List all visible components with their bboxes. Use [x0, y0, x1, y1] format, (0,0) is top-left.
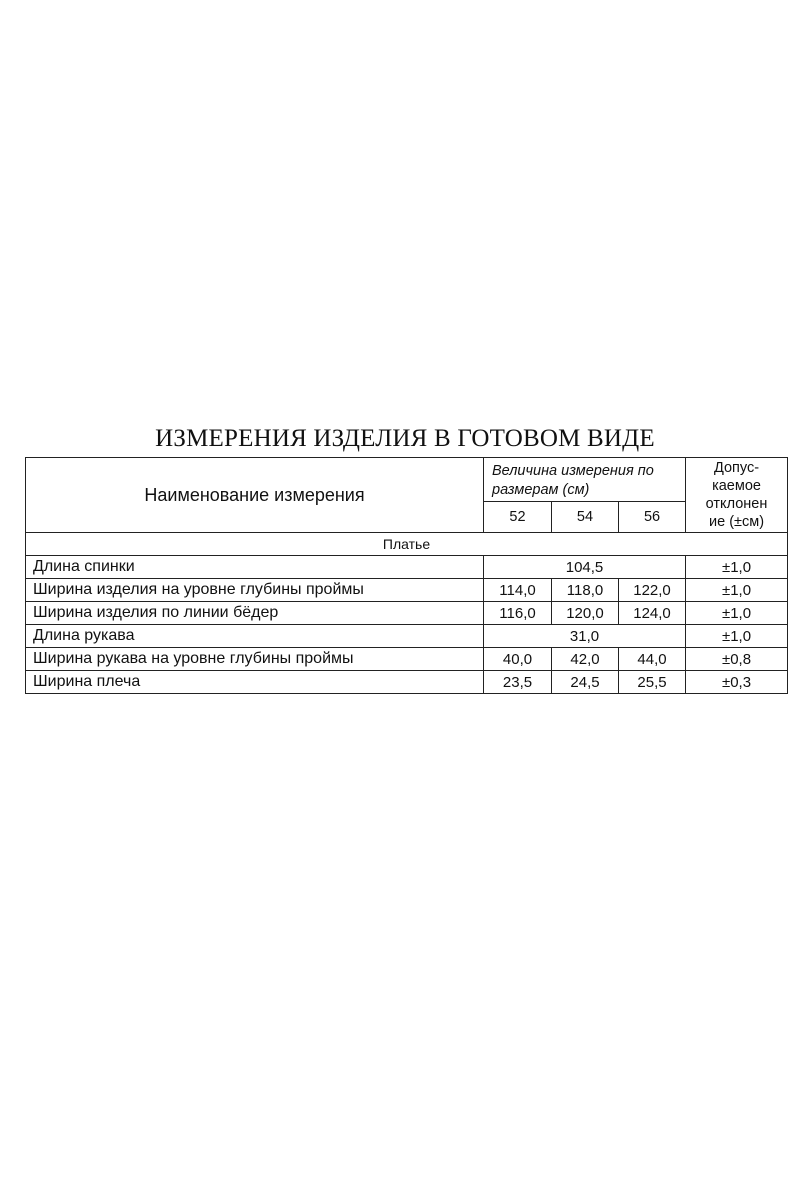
row-label: Ширина изделия на уровне глубины проймы — [26, 579, 484, 602]
merged-value: 31,0 — [484, 625, 686, 648]
size-group-header: Величина измерения по размерам (см) — [484, 458, 686, 502]
measurements-table — [25, 457, 788, 694]
size-value: 42,0 — [552, 648, 619, 671]
tolerance-value: ±0,3 — [686, 671, 788, 694]
size-value: 122,0 — [619, 579, 686, 602]
size-value: 23,5 — [484, 671, 552, 694]
size-value: 24,5 — [552, 671, 619, 694]
row-label: Ширина плеча — [26, 671, 484, 694]
size-value: 120,0 — [552, 602, 619, 625]
size-value: 44,0 — [619, 648, 686, 671]
page-title: ИЗМЕРЕНИЯ ИЗДЕЛИЯ В ГОТОВОМ ВИДЕ — [155, 425, 655, 452]
table-row — [26, 602, 788, 625]
row-label: Ширина рукава на уровне глубины проймы — [26, 648, 484, 671]
tolerance-header-line: ие (±см) — [709, 514, 765, 530]
table-row — [26, 625, 788, 648]
tolerance-header-line: отклонен — [705, 496, 768, 512]
measurement-name-header: Наименование измерения — [26, 458, 484, 533]
size-value: 124,0 — [619, 602, 686, 625]
tolerance-value: ±1,0 — [686, 556, 788, 579]
table-row — [26, 648, 788, 671]
tolerance-header-line: каемое — [712, 478, 761, 494]
section-title: Платье — [26, 533, 788, 556]
row-label: Длина рукава — [26, 625, 484, 648]
size-header-54: 54 — [552, 502, 619, 533]
section-row — [26, 533, 788, 556]
size-header-56: 56 — [619, 502, 686, 533]
header-row — [26, 458, 788, 502]
size-value: 116,0 — [484, 602, 552, 625]
size-header-52: 52 — [484, 502, 552, 533]
tolerance-value: ±1,0 — [686, 579, 788, 602]
row-label: Длина спинки — [26, 556, 484, 579]
table-row — [26, 579, 788, 602]
tolerance-value: ±1,0 — [686, 602, 788, 625]
tolerance-header-line: Допус- — [713, 460, 760, 476]
size-value: 25,5 — [619, 671, 686, 694]
size-value: 40,0 — [484, 648, 552, 671]
row-label: Ширина изделия по линии бёдер — [26, 602, 484, 625]
size-value: 118,0 — [552, 579, 619, 602]
tolerance-header — [686, 458, 788, 533]
tolerance-value: ±1,0 — [686, 625, 788, 648]
table-row — [26, 671, 788, 694]
merged-value: 104,5 — [484, 556, 686, 579]
size-value: 114,0 — [484, 579, 552, 602]
table-row — [26, 556, 788, 579]
tolerance-value: ±0,8 — [686, 648, 788, 671]
